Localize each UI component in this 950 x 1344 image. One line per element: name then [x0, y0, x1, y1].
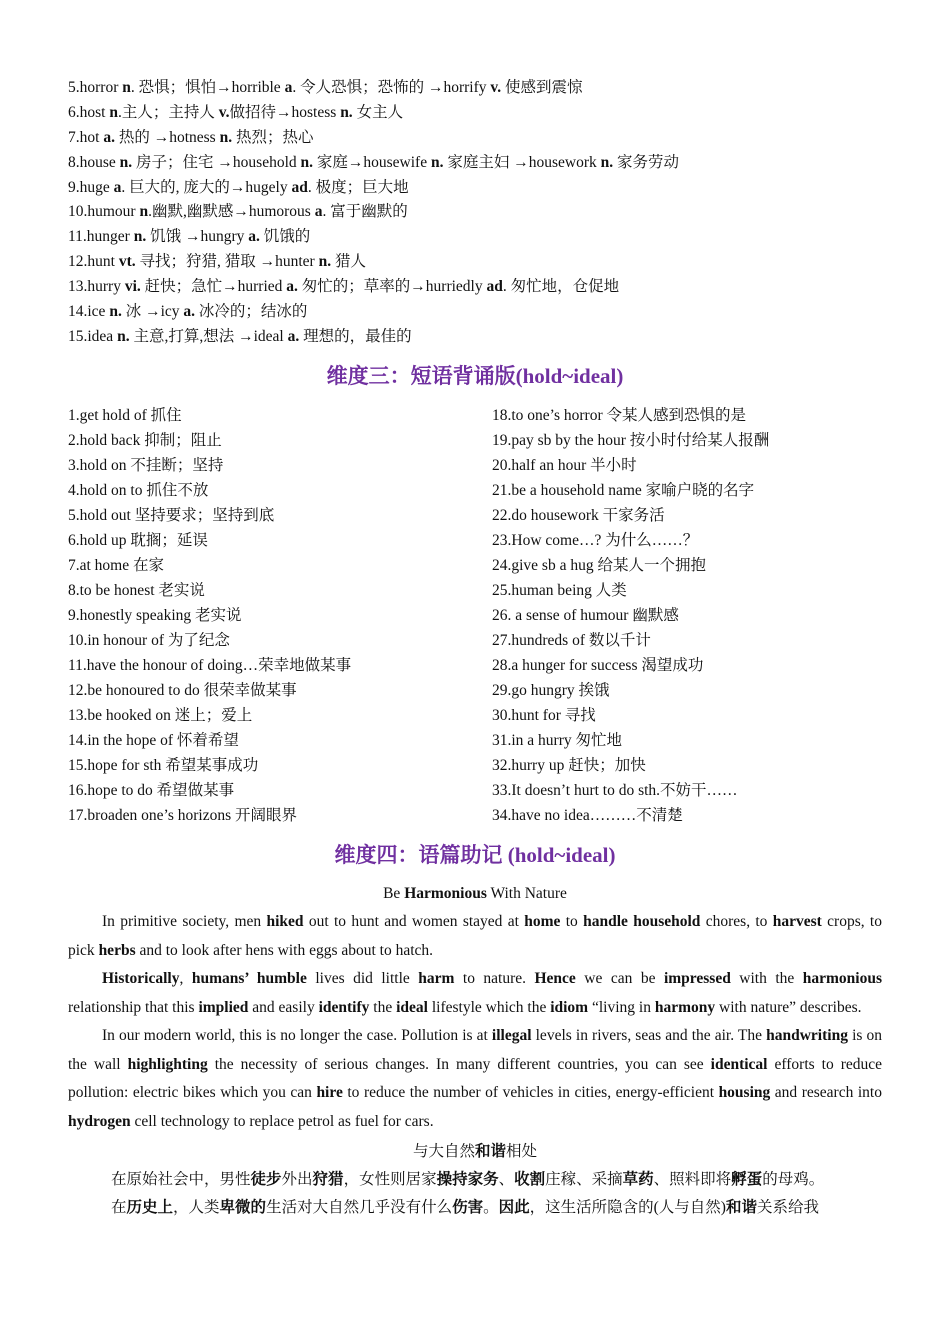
vocabulary-list [68, 76, 888, 350]
vocab-line: 10.humour n.幽默,幽默感→humorous a. 富于幽默的 [68, 203, 408, 221]
bold-term: home [524, 913, 561, 930]
bold-term: v. [490, 79, 502, 96]
bold-term: n. [300, 153, 314, 171]
bold-term: n. [119, 153, 133, 171]
vocab-line: 15.idea n. 主意,打算,想法 →ideal a. 理想的，最佳的 [68, 327, 412, 345]
phrase-item: 7.at home 在家 [68, 557, 164, 574]
bold-term: a. [287, 327, 300, 345]
bold-term: 徒步 [250, 1171, 282, 1188]
bold-term: harmonious [802, 970, 882, 987]
bold-term: 收割 [514, 1171, 546, 1188]
vocab-line: 6.host n.主人；主持人 v.做招待→hostess n. 女主人 [68, 103, 404, 121]
bold-term: n. [600, 153, 614, 171]
bold-term: n. [318, 253, 332, 271]
bold-term: hiked [266, 913, 304, 930]
bold-term: 狩猎 [312, 1171, 344, 1188]
phrase-item: 25.human being 人类 [492, 582, 627, 599]
bold-term: a. [248, 228, 260, 246]
bold-term: n [139, 203, 149, 221]
bold-term: n. [109, 303, 122, 321]
phrase-item: 15.hope for sth 希望某事成功 [68, 757, 259, 774]
bold-term: 操持家务 [436, 1171, 499, 1188]
phrase-item: 20.half an hour 半小时 [492, 457, 637, 474]
vocab-line: 14.ice n. 冰 →icy a. 冰冷的；结冰的 [68, 303, 308, 321]
phrase-item: 30.hunt for 寻找 [492, 707, 596, 724]
phrase-item: 34.have no idea………不清楚 [492, 807, 683, 824]
bold-term: a [314, 203, 323, 221]
vocab-line: 13.hurry vi. 赶快；急忙→hurried a. 匆忙的；草率的→hurriedly ad. 匆忙地，仓促地 [68, 278, 620, 296]
phrase-item: 3.hold on 不挂断；坚持 [68, 457, 224, 474]
bold-term: 伤害 [452, 1199, 484, 1216]
bold-term: 草药 [622, 1171, 654, 1188]
bold-term: highlighting [127, 1055, 208, 1073]
phrase-item: 28.a hunger for success 渴望成功 [492, 657, 704, 674]
phrase-item: 13.be hooked on 迷上；爱上 [68, 707, 253, 724]
bold-term: 和谐 [725, 1199, 757, 1216]
essay [68, 880, 882, 1222]
phrase-item: 6.hold up 耽搁；延误 [68, 532, 208, 549]
bold-term: vt. [118, 253, 136, 271]
phrase-item: 24.give sb a hug 给某人一个拥抱 [492, 557, 706, 574]
phrase-item: 2.hold back 抑制；阻止 [68, 432, 222, 449]
bold-term: n. [430, 153, 444, 171]
bold-term: ad [486, 278, 503, 296]
bold-term: n [109, 103, 118, 121]
bold-term: idiom [550, 998, 589, 1016]
section3-title: 维度三：短语背诵版(hold~ideal) [326, 364, 624, 388]
essay-title: Be Harmonious With Nature [383, 885, 567, 902]
section4-title: 维度四：语篇助记 (hold~ideal) [334, 843, 616, 867]
bold-term: identical [710, 1055, 768, 1073]
chinese-paragraph: 在原始社会中，男性徒步外出狩猎，女性则居家操持家务、收割庄稼、采摘草药、照料即将孵蛋的母鸡。 [111, 1171, 825, 1188]
phrase-item: 21.be a household name 家喻户晓的名字 [492, 482, 755, 499]
bold-term: harm [418, 970, 455, 987]
chinese-title: 与大自然和谐相处 [412, 1143, 538, 1160]
chinese-paragraph: 在历史上，人类卑微的生活对大自然几乎没有什么伤害。因此，这生活所隐含的(人与自然)和谐关系给我 [111, 1199, 819, 1216]
bold-term: n [122, 79, 131, 96]
essay-paragraph: In primitive society, men hiked out to hunt and women stayed at home to handle household chores, to harvest crops, to pick herbs and to look after hens with eggs about to hatch. [68, 913, 882, 959]
bold-term: handle household [583, 913, 701, 930]
vocab-line: 8.house n. 房子；住宅 →household n. 家庭→housewife n. 家庭主妇 →housework n. 家务劳动 [68, 153, 680, 171]
phrase-item: 12.be honoured to do 很荣幸做某事 [68, 682, 297, 699]
bold-term: hydrogen [68, 1112, 131, 1130]
bold-term: 历史上 [126, 1199, 174, 1216]
phrase-item: 31.in a hurry 匆忙地 [492, 732, 623, 749]
phrase-item: 33.It doesn’t hurt to do sth.不妨干…… [492, 782, 738, 799]
bold-term: n. [219, 128, 233, 146]
bold-term: a. [286, 278, 298, 296]
essay-paragraph: Historically, humans’ humble lives did little harm to nature. Hence we can be impressed with the harmonious relationship that this implied and easily identify the ideal lifestyle which the idiom “living in harmony with nature” describes. [68, 970, 882, 1016]
phrase-item: 10.in honour of 为了纪念 [68, 632, 230, 649]
phrase-item: 22.do housework 干家务活 [492, 507, 665, 524]
bold-term: illegal [491, 1027, 532, 1044]
phrase-item: 1.get hold of 抓住 [68, 407, 182, 424]
bold-term: Historically [102, 970, 180, 987]
phrase-item: 29.go hungry 挨饿 [492, 682, 610, 699]
bold-term: ad [291, 178, 308, 196]
bold-term: ideal [396, 998, 428, 1016]
bold-term: implied [198, 998, 249, 1016]
phrase-list-left [68, 403, 488, 828]
phrase-item: 16.hope to do 希望做某事 [68, 782, 235, 799]
bold-term: a [113, 178, 122, 196]
bold-term: 卑微的 [219, 1199, 267, 1216]
bold-term: hire [316, 1084, 343, 1101]
phrase-item: 11.have the honour of doing…荣幸地做某事 [68, 657, 352, 674]
phrase-item: 27.hundreds of 数以千计 [492, 632, 651, 649]
bold-term: 孵蛋 [731, 1171, 763, 1188]
bold-term: a. [183, 303, 196, 321]
bold-term: Hence [534, 970, 576, 987]
phrase-item: 4.hold on to 抓住不放 [68, 482, 209, 499]
bold-term: a. [103, 128, 115, 146]
bold-term: v. [218, 103, 230, 121]
phrase-list-right [492, 403, 912, 828]
bold-term: handwriting [766, 1027, 848, 1044]
phrase-item: 17.broaden one’s horizons 开阔眼界 [68, 807, 298, 824]
bold-term: herbs [98, 941, 136, 959]
bold-term: humans’ humble [191, 970, 307, 987]
bold-term: n. [117, 327, 130, 345]
bold-term: 因此 [498, 1199, 530, 1216]
phrase-item: 9.honestly speaking 老实说 [68, 607, 242, 624]
bold-term: impressed [663, 970, 731, 987]
phrase-item: 8.to be honest 老实说 [68, 582, 205, 599]
vocab-line: 5.horror n. 恐惧；惧怕→horrible a. 令人恐惧；恐怖的 →horrify v. 使感到震惊 [68, 79, 583, 96]
bold-term: harmony [654, 998, 716, 1016]
bold-term: identify [318, 998, 370, 1016]
bold-term: 和谐 [474, 1143, 506, 1160]
bold-term: n. [133, 228, 147, 246]
phrase-item: 23.How come…? 为什么……？ [492, 532, 699, 549]
vocab-line: 12.hunt vt. 寻找；狩猎, 猎取 →hunter n. 猎人 [68, 253, 366, 271]
bold-term: vi. [124, 278, 141, 296]
vocab-line: 7.hot a. 热的 →hotness n. 热烈；热心 [68, 128, 314, 146]
phrase-item: 5.hold out 坚持要求；坚持到底 [68, 507, 275, 524]
phrase-item: 32.hurry up 赶快；加快 [492, 757, 646, 774]
bold-term: Harmonious [404, 885, 487, 902]
bold-term: housing [718, 1084, 771, 1101]
phrase-item: 26. a sense of humour 幽默感 [492, 607, 679, 624]
bold-term: a [284, 79, 293, 96]
phrase-item: 14.in the hope of 怀着希望 [68, 732, 239, 749]
vocab-line: 9.huge a. 巨大的, 庞大的→hugely ad. 极度；巨大地 [68, 178, 409, 196]
phrase-item: 18.to one’s horror 令某人感到恐惧的是 [492, 407, 747, 424]
bold-term: harvest [772, 913, 822, 930]
essay-paragraph: In our modern world, this is no longer the case. Pollution is at illegal levels in rivers, seas and the air. The handwriting is on the wall highlighting the necessity of serious changes. In many different countries, you can see identical efforts to reduce pollution: electric bikes which you can hire to reduce the number of vehicles in cities, energy-efficient housing and research into hydrogen cell technology to replace petrol as fuel for cars. [68, 1027, 883, 1130]
vocab-line: 11.hunger n. 饥饿 →hungry a. 饥饿的 [68, 228, 311, 246]
bold-term: n. [340, 103, 353, 121]
phrase-item: 19.pay sb by the hour 按小时付给某人报酬 [492, 432, 770, 449]
